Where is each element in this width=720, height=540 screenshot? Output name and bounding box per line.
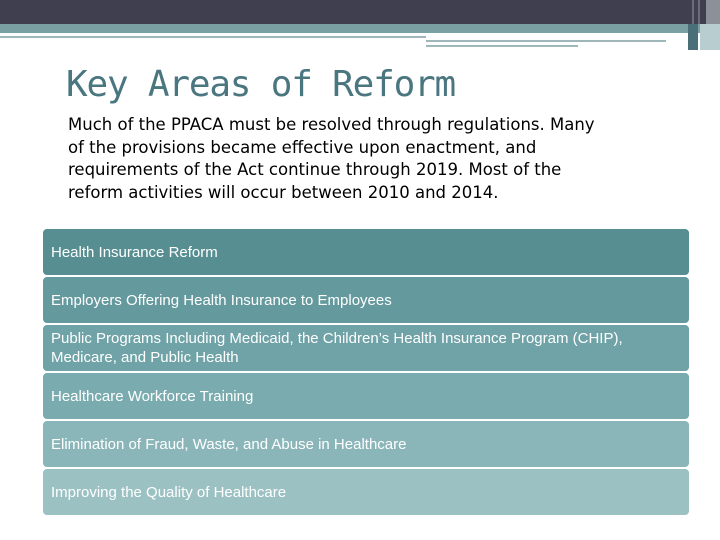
reform-item-label: Public Programs Including Medicaid, the Children’s Health Insurance Program (CHIP), Medicare, and Public Health (51, 330, 623, 366)
reform-item-public-programs (42, 324, 690, 372)
reform-item-label: Health Insurance Reform (51, 243, 218, 261)
reform-item-label: Employers Offering Health Insurance to Employees (51, 291, 392, 309)
reform-list (42, 228, 690, 516)
decorative-block (688, 24, 698, 50)
reform-item-label: Improving the Quality of Healthcare (51, 483, 287, 501)
intro-paragraph: Much of the PPACA must be resolved through regulations. Many of the provisions became effective upon enactment, and requirements of the Act continue through 2019. Most of the reform activities will occur between 2010 and 2014. (68, 115, 595, 202)
reform-item-quality (42, 468, 690, 516)
reform-item-health-insurance (42, 228, 690, 276)
reform-item-workforce (42, 372, 690, 420)
reform-item-fraud (42, 420, 690, 468)
decorative-block (706, 0, 720, 24)
decorative-block (700, 24, 720, 50)
reform-item-employers (42, 276, 690, 324)
top-decorative-bar (0, 0, 720, 24)
decorative-stripe (698, 0, 700, 24)
decorative-rule (426, 40, 666, 42)
decorative-rule (0, 36, 426, 38)
reform-item-label: Healthcare Workforce Training (51, 387, 254, 405)
reform-item-label: Elimination of Fraud, Waste, and Abuse in Healthcare (51, 435, 407, 453)
teal-decorative-bar (0, 24, 720, 33)
decorative-rule (426, 45, 578, 47)
decorative-stripe (692, 0, 694, 24)
slide-title: Key Areas of Reform (66, 64, 456, 105)
